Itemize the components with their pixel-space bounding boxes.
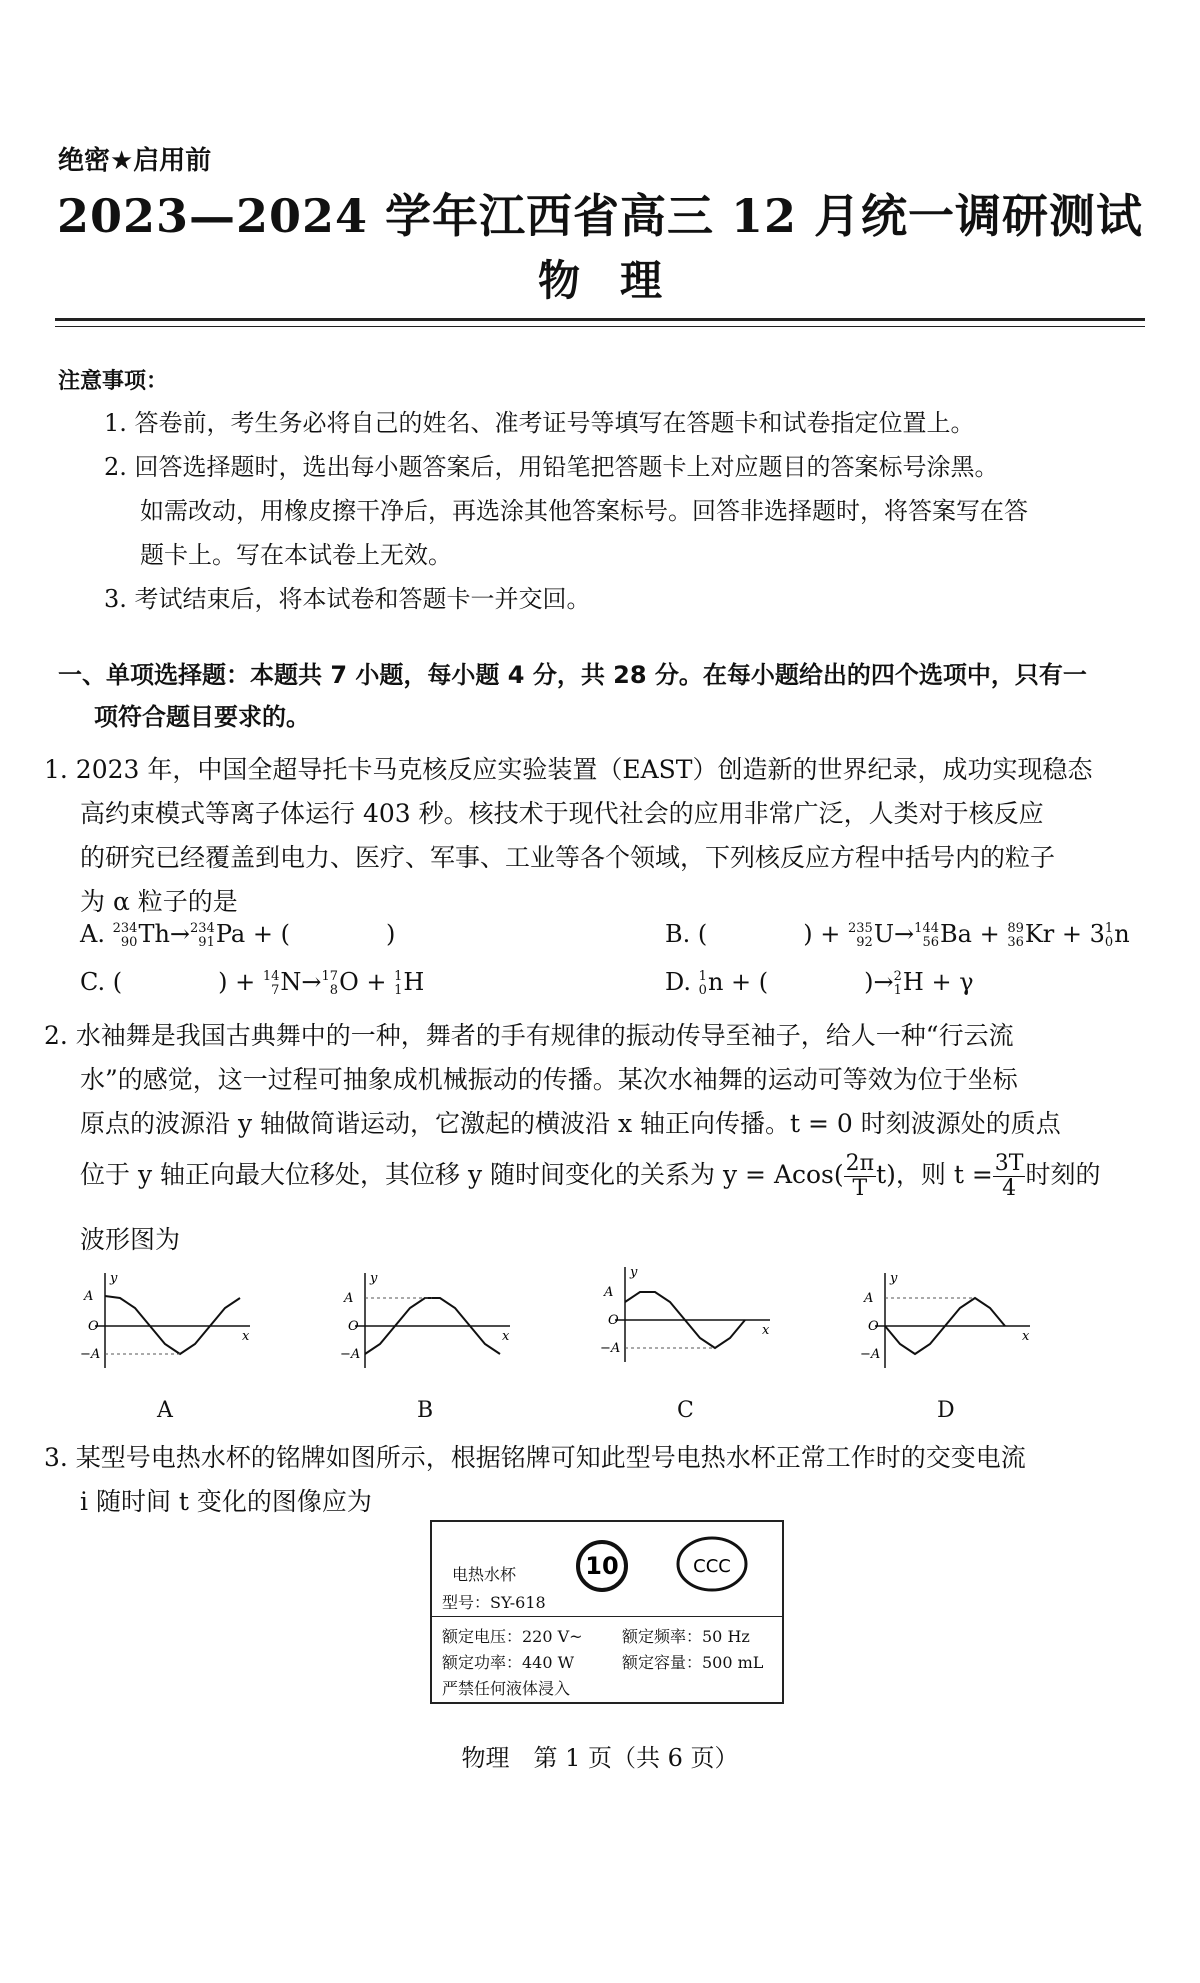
confidential-mark: 绝密★启用前 [58, 146, 212, 176]
exam-title: 2023—2024 学年江西省高三 12 月统一调研测试 [56, 189, 1144, 243]
notice-item-2-cont2: 题卡上。写在本试卷上无效。 [140, 541, 452, 569]
notice-item-3: 3. 考试结束后，将本试卷和答题卡一并交回。 [104, 585, 591, 613]
wave-graph-d [860, 1268, 1040, 1388]
q2-line-3: 原点的波源沿 y 轴做简谐运动，它激起的横波沿 x 轴正向传播。t = 0 时刻波源处的质点 [80, 1109, 1061, 1138]
section-line-1: 一、单项选择题：本题共 7 小题，每小题 4 分，共 28 分。在每小题给出的四个选项中，只有一 [58, 661, 1087, 689]
svg-text:O: O [348, 1319, 359, 1334]
svg-text:−A: −A [600, 1341, 621, 1356]
plate-voltage: 额定电压：220 V~ [442, 1627, 583, 1646]
section-heading [58, 654, 1148, 738]
plate-frequency: 额定频率：50 Hz [622, 1627, 750, 1646]
q2-line-4a: 位于 y 轴正向最大位移处，其位移 y 随时间变化的关系为 y = Acos( [80, 1160, 844, 1189]
q1-option-b[interactable]: B. ( ) + 235 92 U→ 144 56 Ba + 89 36 Kr + 3 1 0 n [665, 920, 1130, 950]
q2-line-4c: 时刻的 [1025, 1160, 1101, 1189]
notice-item-2: 2. 回答选择题时，选出每小题答案后，用铅笔把答题卡上对应题目的答案标号涂黑。 [104, 453, 999, 481]
q2-line-2: 水”的感觉，这一过程可抽象成机械振动的传播。某次水袖舞的运动可等效为位于坐标 [80, 1065, 1018, 1094]
option-c-label: C. [80, 968, 106, 996]
svg-text:y: y [630, 1265, 638, 1280]
badge-10-text: 10 [585, 1552, 619, 1580]
option-d-label: D. [665, 968, 692, 996]
svg-text:x: x [762, 1323, 770, 1338]
svg-text:−A: −A [80, 1347, 101, 1362]
wave-graph-c [600, 1262, 780, 1382]
ccc-mark-icon [672, 1532, 752, 1596]
plate-model: 型号：SY-618 [442, 1593, 546, 1612]
option-b-label: B. [665, 920, 691, 948]
q1-option-a[interactable]: A. 234 90 Th→ 234 91 Pa + ( ) [80, 920, 396, 950]
section-line-2: 项符合题目要求的。 [94, 703, 310, 731]
svg-text:y: y [890, 1271, 898, 1286]
svg-text:y: y [370, 1271, 378, 1286]
svg-text:O: O [88, 1319, 99, 1334]
notice-item-1: 1. 答卷前，考生务必将自己的姓名、准考证号等填写在答题卡和试卷指定位置上。 [104, 409, 975, 437]
q1-line-1: 1. 2023 年，中国全超导托卡马克核反应实验装置（EAST）创造新的世界纪录，成功实现稳态 [44, 755, 1093, 784]
q1-line-4: 为 α 粒子的是 [80, 887, 238, 916]
graph-label-b: B [417, 1398, 434, 1423]
q2-line-1: 2. 水袖舞是我国古典舞中的一种，舞者的手有规律的振动传导至袖子，给人一种“行云流 [44, 1021, 1014, 1050]
fraction-2pi-T: $\frac{2\pi}{T}$ [845, 1151, 875, 1201]
svg-text:x: x [242, 1329, 250, 1344]
svg-text:O: O [608, 1313, 619, 1328]
notice-item-2-cont: 如需改动，用橡皮擦干净后，再选涂其他答案标号。回答非选择题时，将答案写在答 [140, 497, 1028, 525]
plate-capacity: 额定容量：500 mL [622, 1653, 764, 1672]
svg-text:A: A [604, 1285, 614, 1300]
q1-option-c[interactable]: C. ( ) + 14 7 N→ 17 8 O + 1 1 H [80, 968, 425, 998]
q1-line-3: 的研究已经覆盖到电力、医疗、军事、工业等各个领域，下列核反应方程中括号内的粒子 [80, 843, 1056, 872]
wave-graph-a [80, 1268, 260, 1388]
svg-text:A: A [864, 1291, 874, 1306]
notice-heading: 注意事项： [58, 369, 169, 394]
q2-line-4 [80, 1152, 1145, 1201]
q2-line-5: 波形图为 [80, 1225, 181, 1254]
plate-name: 电热水杯 [452, 1565, 517, 1584]
wave-graph-b [340, 1268, 520, 1388]
plate-power: 额定功率：440 W [442, 1653, 575, 1672]
svg-text:A: A [84, 1289, 94, 1304]
plate-warning: 严禁任何液体浸入 [442, 1679, 571, 1698]
nameplate [430, 1520, 784, 1704]
q1-option-d[interactable]: D. 1 0 n + ( )→ 2 1 H + γ [665, 968, 974, 998]
svg-text:x: x [502, 1329, 510, 1344]
header-rule-thin [55, 326, 1145, 327]
plate-divider [432, 1616, 782, 1617]
page-footer: 物理 第 1 页（共 6 页） [461, 1744, 739, 1772]
graph-label-a: A [157, 1398, 173, 1423]
graph-label-d: D [937, 1398, 955, 1423]
svg-text:O: O [868, 1319, 879, 1334]
ccc-text: CCC [693, 1556, 731, 1577]
q3-line-2: i 随时间 t 变化的图像应为 [80, 1487, 372, 1516]
svg-text:x: x [1022, 1329, 1030, 1344]
q1-line-2: 高约束模式等离子体运行 403 秒。核技术于现代社会的应用非常广泛，人类对于核反应 [80, 799, 1044, 828]
svg-text:−A: −A [860, 1347, 881, 1362]
graph-label-c: C [677, 1398, 694, 1423]
fraction-3T-4: $\frac{3T}{4}$ [994, 1151, 1024, 1201]
svg-text:A: A [344, 1291, 354, 1306]
svg-text:y: y [110, 1271, 118, 1286]
svg-text:−A: −A [340, 1347, 361, 1362]
eco-10-icon [562, 1534, 642, 1598]
header-rule [55, 318, 1145, 321]
q3-line-1: 3. 某型号电热水杯的铭牌如图所示，根据铭牌可知此型号电热水杯正常工作时的交变电流 [44, 1443, 1026, 1472]
option-a-label: A. [80, 920, 105, 948]
q2-line-4b: t)，则 t = [876, 1160, 993, 1189]
subject-title: 物理 [537, 256, 702, 305]
